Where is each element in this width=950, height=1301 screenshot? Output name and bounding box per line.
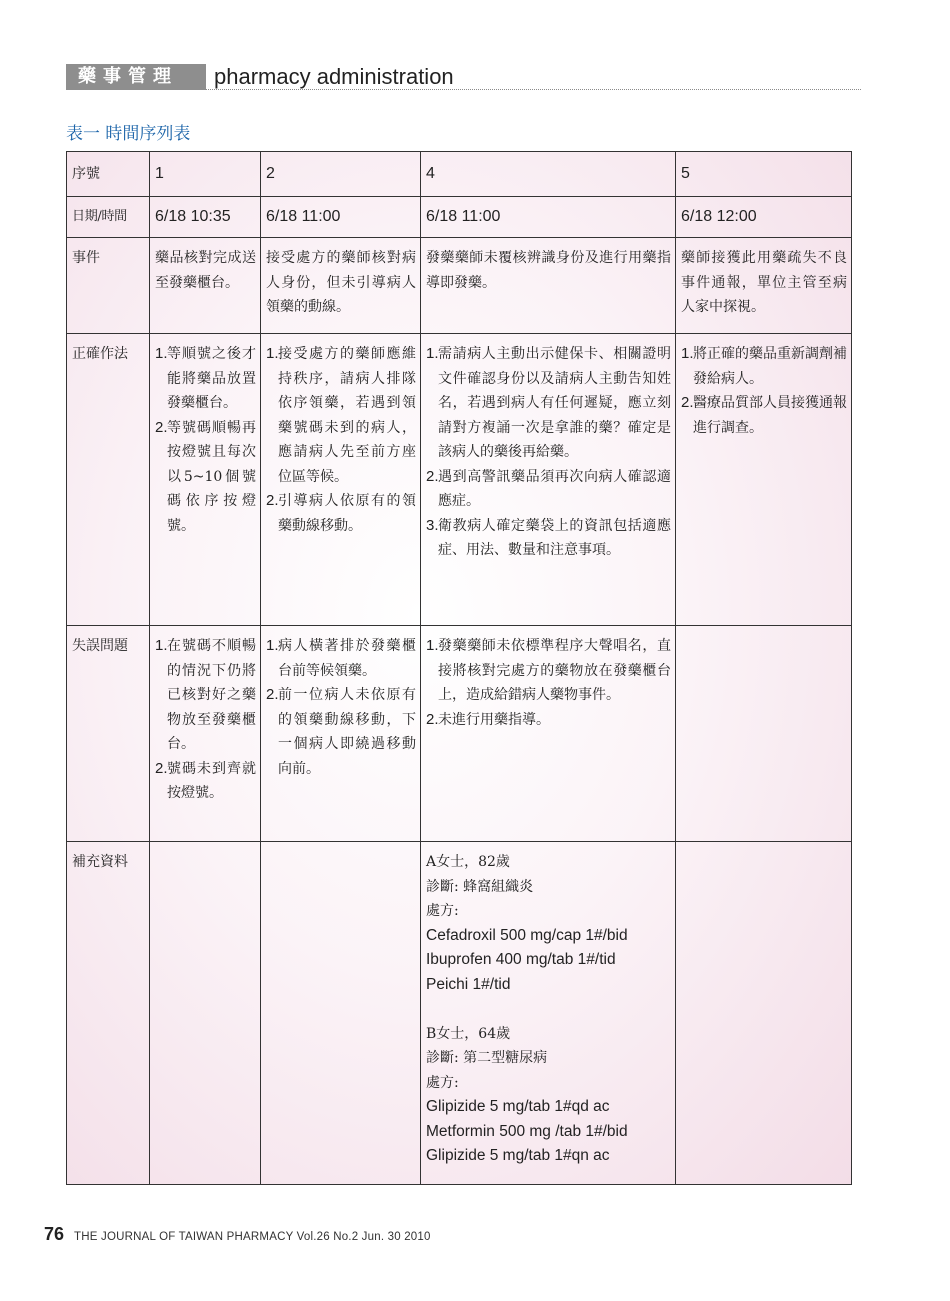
seq-cell: 4 (421, 152, 676, 197)
row-correct (67, 334, 852, 626)
journal-info: THE JOURNAL OF TAIWAN PHARMACY Vol.26 No.2 Jun. 30 2010 (74, 1231, 431, 1243)
row-seq (67, 152, 852, 197)
datetime-cell: 6/18 12:00 (676, 197, 852, 238)
list-item (426, 708, 671, 733)
supplement-cell-empty (261, 842, 421, 1185)
item-text: 前一位病人未依原有的領藥動線移動，下一個病人即繞過移動向前。 (278, 687, 416, 777)
row-event (67, 238, 852, 334)
event-cell: 發藥藥師未覆核辨識身份及進行用藥指導即發藥。 (421, 238, 676, 334)
item-number: 2. (426, 467, 439, 485)
errors-list (266, 634, 416, 781)
item-text: 遇到高警訊藥品須再次向病人確認適應症。 (438, 468, 671, 509)
item-text: 等順號之後才能將藥品放置發藥櫃台。 (167, 346, 256, 411)
item-text: 接受處方的藥師應維持秩序，請病人排隊依序領藥，若遇到領藥號碼未到的病人，應請病人先至前方座位區等候。 (278, 346, 416, 485)
item-text: 未進行用藥指導。 (438, 711, 550, 728)
seq-cell: 2 (261, 152, 421, 197)
errors-cell (261, 626, 421, 842)
patient-b-rx-label: 處方: (426, 1074, 459, 1091)
item-number: 2. (266, 492, 279, 509)
item-text: 在號碼不順暢的情況下仍將已核對好之藥物放至發藥櫃台。 (167, 638, 256, 752)
item-text: 等號碼順暢再按燈號且每次以5~10個號碼依序按燈號。 (167, 419, 256, 534)
list-item (266, 489, 416, 538)
errors-list (426, 634, 671, 732)
patient-b-name: B女士，64歲 (426, 1025, 511, 1042)
item-number: 2. (681, 394, 694, 411)
prescription-line: Glipizide 5 mg/tab 1#qn ac (426, 1147, 610, 1164)
row-label-errors: 失誤問題 (67, 626, 150, 842)
row-datetime (67, 197, 852, 238)
page-footer (44, 1224, 431, 1248)
list-item (155, 757, 256, 806)
patient-a-diagnosis: 診斷: 蜂窩組織炎 (426, 878, 534, 895)
item-number: 2. (155, 418, 168, 436)
prescription-line: Metformin 500 mg /tab 1#/bid (426, 1122, 628, 1140)
list-item (266, 683, 416, 781)
item-text: 衛教病人確定藥袋上的資訊包括適應症、用法、數量和注意事項。 (438, 517, 671, 558)
list-item (155, 342, 256, 416)
correct-list (266, 342, 416, 538)
correct-cell (676, 334, 852, 626)
list-item (155, 416, 256, 539)
datetime-cell: 6/18 11:00 (261, 197, 421, 238)
prescription-line: Peichi 1#/tid (426, 975, 511, 993)
errors-cell-empty (676, 626, 852, 842)
prescription-line: Ibuprofen 400 mg/tab 1#/tid (426, 951, 616, 968)
correct-cell (421, 334, 676, 626)
patient-a-rx-label: 處方: (426, 903, 459, 919)
row-label-correct: 正確作法 (67, 334, 150, 626)
datetime-cell: 6/18 11:00 (421, 197, 676, 238)
item-number: 1. (681, 345, 694, 362)
item-text: 號碼未到齊就按燈號。 (167, 760, 256, 801)
item-text: 病人橫著排於發藥櫃台前等候領藥。 (278, 638, 416, 679)
header-dotted-rule (206, 89, 861, 90)
row-label-seq: 序號 (67, 152, 150, 197)
item-text: 需請病人主動出示健保卡、相關證明文件確認身份以及請病人主動告知姓名，若遇到病人有任何遲疑，應立刻請對方複誦一次是拿誰的藥？確定是該病人的藥後再給藥。 (438, 346, 671, 460)
correct-list (155, 342, 256, 538)
supplement-cell-empty (150, 842, 261, 1185)
page-header (66, 62, 861, 92)
row-errors (67, 626, 852, 842)
row-supplement (67, 842, 852, 1185)
errors-cell (421, 626, 676, 842)
event-cell: 接受處方的藥師核對病人身份，但未引導病人領藥的動線。 (261, 238, 421, 334)
correct-list (426, 342, 671, 563)
item-number: 2. (266, 686, 279, 703)
event-cell: 藥品核對完成送至發藥櫃台。 (150, 238, 261, 334)
errors-list (155, 634, 256, 806)
item-number: 1. (266, 345, 279, 362)
patient-a-name: A女士，82歲 (426, 854, 510, 870)
list-item (266, 342, 416, 489)
list-item (681, 391, 847, 440)
errors-cell (150, 626, 261, 842)
row-label-datetime: 日期/時間 (67, 197, 150, 238)
list-item (426, 342, 671, 465)
supplement-cell (421, 842, 676, 1185)
row-label-supplement: 補充資料 (67, 842, 150, 1185)
item-text: 發藥藥師未依標準程序大聲唱名，直接將核對完處方的藥物放在發藥櫃台上，造成給錯病人藥物事件。 (438, 638, 671, 703)
datetime-cell: 6/18 10:35 (150, 197, 261, 238)
seq-cell: 1 (150, 152, 261, 197)
list-item (426, 465, 671, 514)
correct-cell (150, 334, 261, 626)
row-label-event: 事件 (67, 238, 150, 334)
list-item (155, 634, 256, 757)
item-number: 2. (155, 759, 168, 777)
patient-b-diagnosis: 診斷: 第二型糖尿病 (426, 1050, 548, 1066)
page-number: 76 (44, 1224, 65, 1244)
supplement-cell-empty (676, 842, 852, 1185)
correct-list (681, 342, 847, 440)
event-cell: 藥師接獲此用藥疏失不良事件通報，單位主管至病人家中探視。 (676, 238, 852, 334)
item-text: 將正確的藥品重新調劑補發給病人。 (693, 346, 847, 387)
item-number: 1. (155, 637, 168, 654)
item-number: 1. (426, 345, 439, 362)
item-number: 2. (426, 710, 439, 728)
item-number: 3. (426, 516, 439, 534)
item-text: 醫療品質部人員接獲通報進行調查。 (693, 395, 847, 436)
list-item (426, 634, 671, 708)
list-item (426, 514, 671, 563)
prescription-line: Cefadroxil 500 mg/cap 1#/bid (426, 926, 628, 944)
timeline-table-grid (66, 151, 852, 1185)
section-title: pharmacy administration (214, 64, 454, 89)
list-item (681, 342, 847, 391)
table-caption: 表一 時間序列表 (66, 124, 191, 144)
seq-cell: 5 (676, 152, 852, 197)
correct-cell (261, 334, 421, 626)
timeline-table (66, 151, 851, 1185)
spacer (426, 997, 671, 1022)
item-number: 1. (155, 345, 168, 362)
item-number: 1. (266, 637, 279, 654)
item-text: 引導病人依原有的領藥動線移動。 (278, 493, 416, 534)
list-item (266, 634, 416, 683)
section-badge: 藥事管理 (66, 64, 206, 90)
prescription-line: Glipizide 5 mg/tab 1#qd ac (426, 1098, 610, 1115)
item-number: 1. (426, 637, 439, 654)
